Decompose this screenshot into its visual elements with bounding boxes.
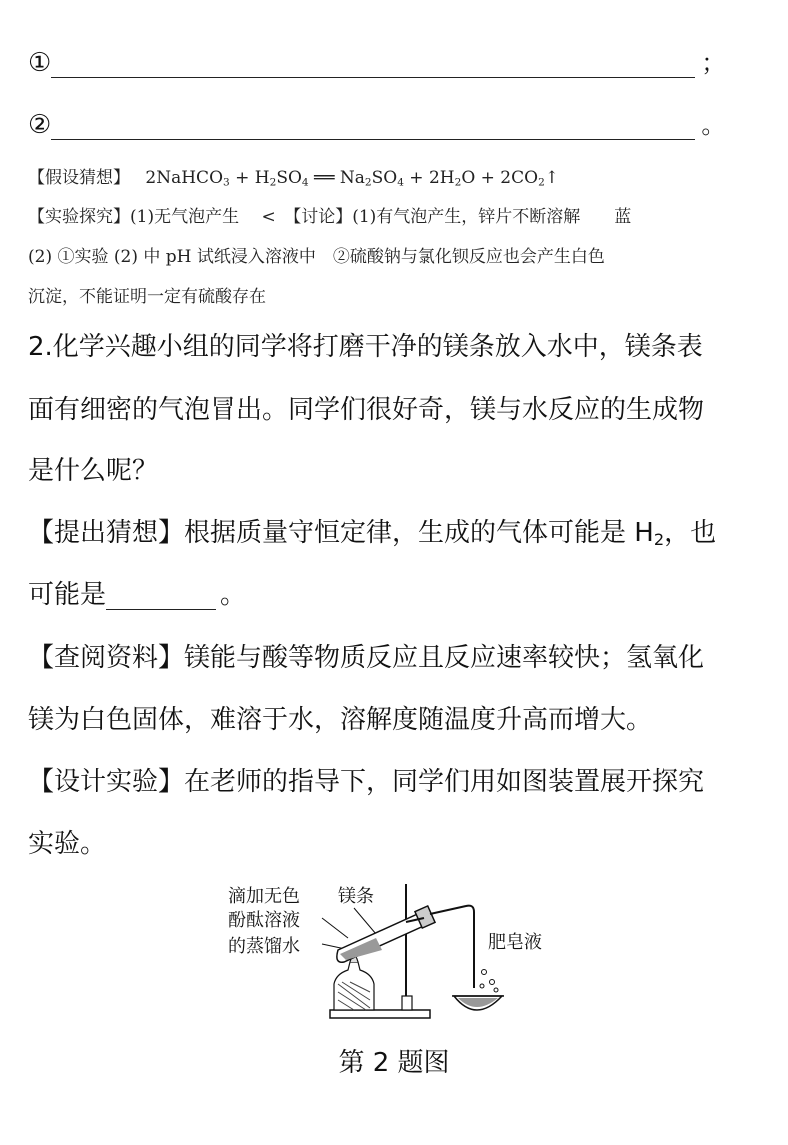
answer-blank-2[interactable] — [28, 110, 725, 140]
blank-underline-2[interactable] — [51, 113, 695, 140]
question-line-2: 面有细密的气泡冒出。同学们很好奇，镁与水反应的生成物 — [28, 395, 705, 425]
test-tube — [337, 906, 435, 962]
gas-blank[interactable] — [106, 585, 216, 610]
design-line-1: 【设计实验】在老师的指导下，同学们用如图装置展开探究 — [28, 767, 705, 797]
blank-end-punct-2: 。 — [701, 111, 726, 139]
delivery-tube — [430, 906, 474, 988]
info-line-1: 【查阅资料】镁能与酸等物质反应且反应速率较快；氢氧化 — [28, 643, 705, 673]
evaporating-dish — [452, 996, 504, 1010]
bubbles — [480, 970, 498, 993]
figure-caption: 第 2 题图 — [338, 1048, 450, 1078]
guess-line: 【提出猜想】根据质量守恒定律，生成的气体可能是 $H_2$，也 — [28, 518, 717, 550]
design-line-2: 实验。 — [28, 829, 107, 859]
label-soap: 肥皂液 — [488, 932, 542, 953]
answer-line-3: (2) ①实验 (2) 中 pH 试纸浸入溶液中 ②硫酸钠与氯化钡反应也会产生白色 — [28, 247, 605, 267]
circle-marker-2: ② — [28, 110, 52, 140]
circle-marker-1: ① — [28, 48, 52, 78]
label-left-2: 酚酞溶液 — [228, 910, 300, 931]
label-left-1: 滴加无色 — [228, 886, 300, 907]
label-left-3: 的蒸馏水 — [228, 936, 300, 957]
info-line-2: 镁为白色固体，难溶于水，溶解度随温度升高而增大。 — [28, 705, 653, 735]
explore-line: 【实验探究】(1)无气泡产生 < 【讨论】(1)有气泡产生，锌片不断溶解 蓝 — [28, 207, 632, 227]
label-mg: 镁条 — [338, 886, 374, 907]
blank-underline-1[interactable] — [51, 51, 695, 78]
stand-base — [330, 1010, 430, 1018]
hypothesis-line: 【假设猜想】 2NaHCO$_3$ + $H_2SO_4$ ══ $Na_2SO_4 + 2H_2O$ + $2CO_2↑$ — [28, 168, 560, 189]
answer-line-4: 沉淀，不能证明一定有硫酸存在 — [28, 287, 266, 307]
guess-line-2: 可能是 。 — [28, 580, 247, 610]
blank-end-punct-1: ； — [701, 49, 726, 77]
answer-blank-1[interactable] — [28, 48, 725, 78]
chem-equation: 2NaHCO$_3$ + $H_2SO_4$ ══ $Na_2SO_4 + 2H_2O$ + $2CO_2↑$ — [145, 168, 560, 189]
question-line-1: 2.化学兴趣小组的同学将打磨干净的镁条放入水中，镁条表 — [28, 332, 703, 362]
alcohol-lamp — [334, 955, 374, 1010]
question-line-3: 是什么呢？ — [28, 456, 159, 486]
apparatus-figure — [226, 878, 562, 1026]
